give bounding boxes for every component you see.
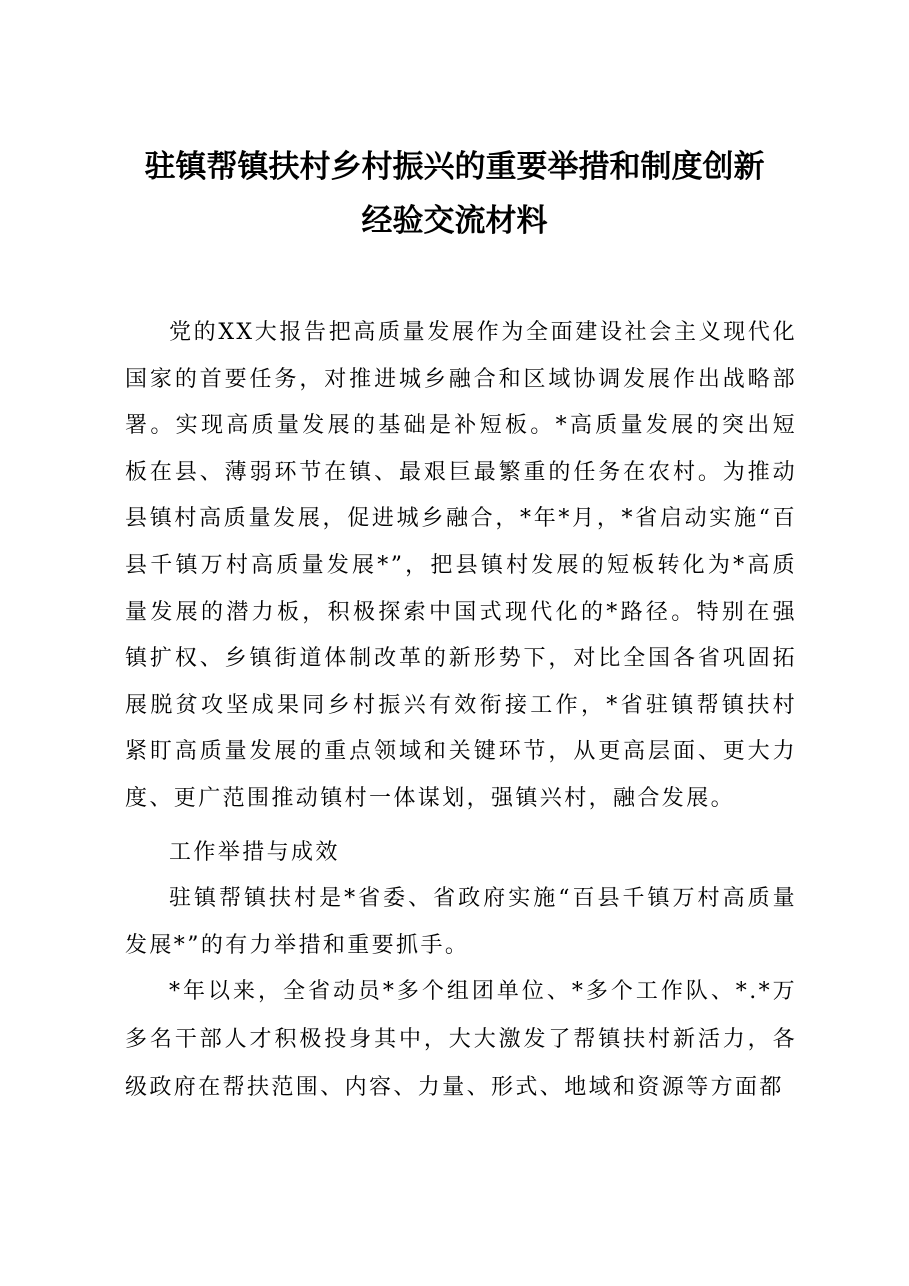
paragraph-results: *年以来，全省动员*多个组团单位、*多个工作队、*.*万多名干部人才积极投身其中，大大激发了帮镇扶村新活力，各级政府在帮扶范围、内容、力量、形式、地域和资源等方面都 (125, 979, 797, 1100)
section-heading: 工作举措与成效 (169, 840, 340, 865)
paragraph-results-block (125, 968, 797, 1112)
title-line-1: 驻镇帮镇扶村乡村振兴的重要举措和制度创新 (144, 149, 765, 185)
paragraph-measures: 驻镇帮镇扶村是*省委、省政府实施“百县千镇万村高质量发展*”的有力举措和重要抓手。 (125, 886, 797, 958)
paragraph-measures-block (125, 876, 797, 969)
title-line-2: 经验交流材料 (361, 203, 548, 239)
document-title (90, 140, 819, 248)
paragraph-intro: 党的XX大报告把高质量发展作为全面建设社会主义现代化国家的首要任务，对推进城乡融合和区域协调发展作出战略部署。实现高质量发展的基础是补短板。*高质量发展的突出短板在县、薄弱环节在镇、最艰巨最繁重的任务在农村。为推动县镇村高质量发展，促进城乡融合，*年*月，*省启动实施“百县千镇万村高质量发展*”，把县镇村发展的短板转化为*高质量发展的潜力板，积极探索中国式现代化的*路径。特别在强镇扩权、乡镇街道体制改革的新形势下，对比全国各省巩固拓展脱贫攻坚成果同乡村振兴有效衔接工作，*省驻镇帮镇扶村紧盯高质量发展的重点领域和关键环节，从更高层面、更大力度、更广范围推动镇村一体谋划，强镇兴村，融合发展。 (125, 320, 797, 811)
paragraph-intro-block (125, 310, 797, 823)
section-heading-block (125, 830, 797, 877)
